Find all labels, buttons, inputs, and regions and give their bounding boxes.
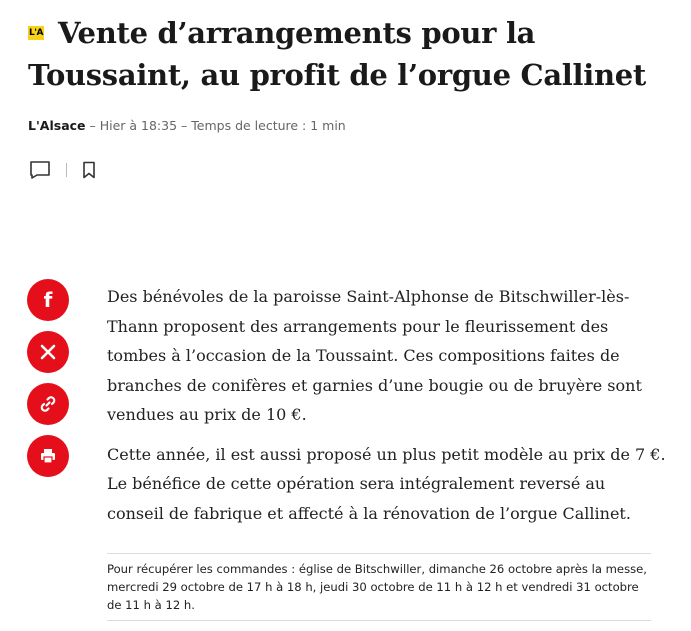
- print-button[interactable]: [27, 435, 69, 477]
- article-body: [107, 282, 667, 538]
- toolbar-divider: [66, 163, 67, 177]
- meta-separator-2: –: [177, 118, 192, 133]
- meta-separator-1: –: [85, 118, 100, 133]
- share-facebook-button[interactable]: [27, 279, 69, 321]
- article-meta: [28, 118, 346, 133]
- practical-info-note: Pour récupérer les commandes : église de Bitschwiller, dimanche 26 octobre après la messe, mercredi 29 octobre de 17 h à 18 h, jeudi 30 octobre de 11 h à 12 h et vendredi 31 octobre de 11 h à 12 h.: [107, 553, 651, 621]
- publish-time: Hier à 18:35: [99, 118, 178, 133]
- paragraph-2: Cette année, il est aussi proposé un plus petit modèle au prix de 7 €. Le bénéfice de cette opération sera intégralement reversé au conseil de fabrique et affecté à la rénovation de l’orgue Callinet.: [107, 444, 666, 523]
- print-icon: [39, 447, 57, 465]
- facebook-icon: f: [43, 288, 53, 312]
- source-name[interactable]: L'Alsace: [28, 118, 86, 133]
- article-title-text: Vente d’arrangements pour la Toussaint, au profit de l’orgue Callinet: [28, 16, 646, 92]
- link-icon: [38, 394, 58, 414]
- share-x-button[interactable]: [27, 331, 69, 373]
- comment-icon[interactable]: [28, 158, 52, 182]
- reading-time: Temps de lecture : 1 min: [191, 118, 346, 133]
- article-title: [28, 12, 668, 96]
- share-link-button[interactable]: [27, 383, 69, 425]
- brand-logo[interactable]: L'A: [29, 28, 43, 38]
- bookmark-icon[interactable]: [77, 158, 101, 182]
- x-icon: [40, 344, 56, 360]
- article-toolbar: [28, 158, 101, 182]
- paragraph-1: Des bénévoles de la paroisse Saint-Alphonse de Bitschwiller-lès-Thann proposent des arrangements pour le fleurissement des tombes à l’occasion de la Toussaint. Ces compositions faites de branches de conifères et garnies d’une bougie ou de bruyère sont vendues au prix de 10 €.: [107, 287, 642, 424]
